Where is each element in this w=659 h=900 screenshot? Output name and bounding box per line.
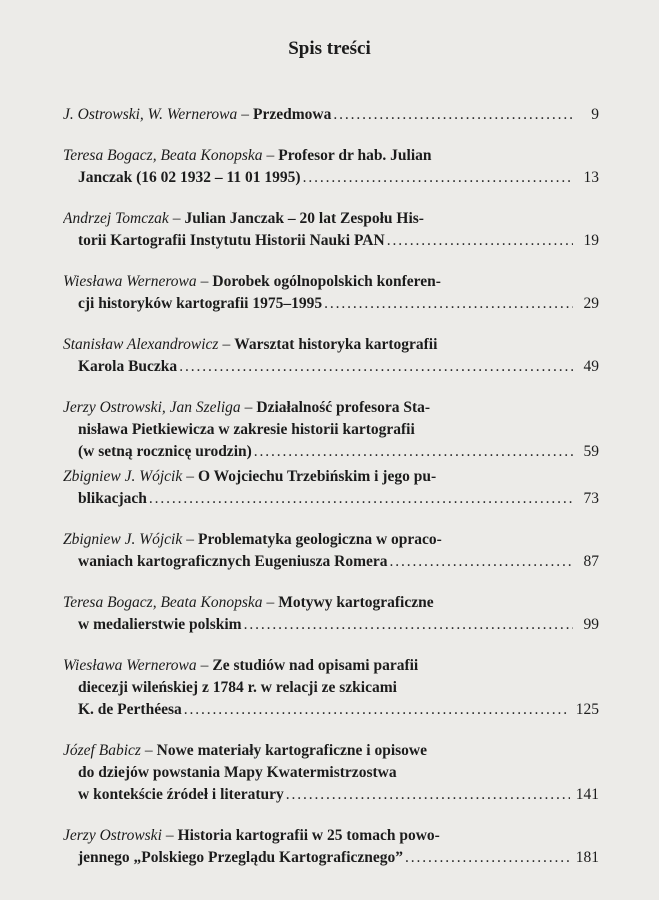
toc-separator-dash: – bbox=[266, 147, 275, 164]
toc-title-text: K. de Perthéesa bbox=[78, 701, 182, 718]
toc-dot-leader bbox=[405, 847, 570, 869]
toc-entry[interactable] bbox=[63, 397, 599, 463]
toc-title-text: w medalierstwie polskim bbox=[78, 616, 242, 633]
toc-entry-continuation-line bbox=[63, 784, 599, 806]
toc-entry-first-line bbox=[63, 655, 599, 677]
toc-dot-leader bbox=[286, 784, 570, 806]
toc-entry-first-line bbox=[63, 145, 599, 167]
toc-page-number: 13 bbox=[583, 169, 599, 186]
toc-entry[interactable] bbox=[63, 466, 599, 510]
toc-separator-dash: – bbox=[172, 210, 181, 227]
toc-entry-first-line bbox=[63, 104, 599, 126]
toc-author: Jerzy Ostrowski bbox=[63, 827, 162, 844]
toc-entry-continuation-line bbox=[63, 167, 599, 189]
toc-entry-first-line bbox=[63, 271, 599, 293]
toc-separator-dash: – bbox=[222, 336, 231, 353]
table-of-contents bbox=[63, 104, 599, 869]
toc-page-number: 49 bbox=[583, 358, 599, 375]
toc-title-text: Działalność profesora Sta- bbox=[256, 399, 431, 416]
toc-separator-dash: – bbox=[144, 742, 153, 759]
toc-title-text: Warsztat historyka kartografii bbox=[234, 336, 438, 353]
toc-separator-dash: – bbox=[165, 827, 174, 844]
toc-title-text: nisława Pietkiewicza w zakresie historii kartografii bbox=[78, 421, 415, 438]
toc-entry-continuation-line bbox=[63, 614, 599, 636]
toc-author: Wiesława Wernerowa bbox=[63, 657, 197, 674]
toc-dot-leader bbox=[179, 356, 573, 378]
toc-page-number: 9 bbox=[591, 106, 599, 123]
toc-author: Jerzy Ostrowski, Jan Szeliga bbox=[63, 399, 241, 416]
toc-entry[interactable] bbox=[63, 104, 599, 126]
toc-title-text: jennego „Polskiego Przeglądu Kartograficznego” bbox=[78, 849, 404, 866]
toc-title-text: cji historyków kartografii 1975–1995 bbox=[78, 295, 323, 312]
toc-entry-first-line bbox=[63, 825, 599, 847]
toc-entry-continuation-line bbox=[63, 230, 599, 252]
toc-title-text: diecezji wileńskiej z 1784 r. w relacji ze szkicami bbox=[78, 679, 397, 696]
toc-separator-dash: – bbox=[200, 273, 209, 290]
toc-entry-first-line bbox=[63, 740, 599, 762]
toc-entry[interactable] bbox=[63, 655, 599, 721]
toc-author: Józef Babicz bbox=[63, 742, 141, 759]
toc-entry-first-line bbox=[63, 397, 599, 419]
toc-title-text: waniach kartograficznych Eugeniusza Romera bbox=[78, 553, 388, 570]
toc-dot-leader bbox=[387, 230, 573, 252]
toc-title-text: Historia kartografii w 25 tomach powo- bbox=[177, 827, 440, 844]
toc-entry[interactable] bbox=[63, 592, 599, 636]
toc-entry-first-line bbox=[63, 208, 599, 230]
toc-entry-continuation-line bbox=[63, 441, 599, 463]
toc-author: Teresa Bogacz, Beata Konopska bbox=[63, 594, 263, 611]
toc-separator-dash: – bbox=[244, 399, 253, 416]
toc-author: Teresa Bogacz, Beata Konopska bbox=[63, 147, 263, 164]
toc-entry[interactable] bbox=[63, 334, 599, 378]
toc-author: Zbigniew J. Wójcik bbox=[63, 468, 183, 485]
toc-entry[interactable] bbox=[63, 271, 599, 315]
toc-separator-dash: – bbox=[200, 657, 209, 674]
toc-dot-leader bbox=[303, 167, 573, 189]
toc-entry-continuation-line bbox=[63, 699, 599, 721]
toc-author: Zbigniew J. Wójcik bbox=[63, 531, 183, 548]
toc-title-text: Przedmowa bbox=[253, 106, 332, 123]
toc-entry-first-line bbox=[63, 466, 599, 488]
toc-dot-leader bbox=[324, 293, 573, 315]
toc-separator-dash: – bbox=[186, 531, 194, 548]
toc-title-text: Nowe materiały kartograficzne i opisowe bbox=[156, 742, 427, 759]
toc-title-text: O Wojciechu Trzebińskim i jego pu- bbox=[198, 468, 437, 485]
toc-entry-first-line bbox=[63, 334, 599, 356]
toc-separator-dash: – bbox=[186, 468, 194, 485]
toc-title-text: Motywy kartograficzne bbox=[278, 594, 434, 611]
toc-title-text: Ze studiów nad opisami parafii bbox=[212, 657, 419, 674]
toc-title-text: w kontekście źródeł i literatury bbox=[78, 786, 284, 803]
toc-dot-leader bbox=[184, 699, 570, 721]
toc-entry[interactable] bbox=[63, 740, 599, 806]
toc-entry[interactable] bbox=[63, 145, 599, 189]
toc-title-text: Karola Buczka bbox=[78, 358, 178, 375]
toc-page-number: 99 bbox=[583, 616, 599, 633]
toc-entry-continuation-line bbox=[63, 488, 599, 510]
toc-title-text: Problematyka geologiczna w opraco- bbox=[198, 531, 442, 548]
toc-title-text: Dorobek ogólnopolskich konferen- bbox=[212, 273, 441, 290]
toc-page-number: 181 bbox=[575, 849, 599, 866]
toc-page-number: 19 bbox=[583, 232, 599, 249]
toc-author: J. Ostrowski, W. Wernerowa bbox=[63, 106, 238, 123]
toc-entry[interactable] bbox=[63, 529, 599, 573]
toc-page-number: 73 bbox=[583, 490, 599, 507]
toc-separator-dash: – bbox=[241, 106, 249, 123]
toc-dot-leader bbox=[333, 104, 573, 126]
toc-entry-continuation-line bbox=[63, 762, 599, 784]
toc-page-number: 87 bbox=[583, 553, 599, 570]
toc-entry[interactable] bbox=[63, 208, 599, 252]
toc-title-text: blikacjach bbox=[78, 490, 147, 507]
toc-entry-continuation-line bbox=[63, 677, 599, 699]
toc-dot-leader bbox=[244, 614, 573, 636]
toc-page-number: 125 bbox=[575, 701, 599, 718]
toc-entry[interactable] bbox=[63, 825, 599, 869]
toc-title-text: do dziejów powstania Mapy Kwatermistrzostwa bbox=[78, 764, 397, 781]
toc-entry-continuation-line bbox=[63, 419, 599, 441]
toc-entry-continuation-line bbox=[63, 293, 599, 315]
page-title: Spis treści bbox=[288, 38, 371, 59]
toc-dot-leader bbox=[254, 441, 573, 463]
toc-author: Stanisław Alexandrowicz bbox=[63, 336, 219, 353]
toc-dot-leader bbox=[149, 488, 573, 510]
toc-title-text: torii Kartografii Instytutu Historii Nauki PAN bbox=[78, 232, 385, 249]
toc-separator-dash: – bbox=[266, 594, 275, 611]
toc-title-text: Julian Janczak – 20 lat Zespołu His- bbox=[184, 210, 424, 227]
toc-page-number: 141 bbox=[575, 786, 599, 803]
toc-title-text: Profesor dr hab. Julian bbox=[278, 147, 432, 164]
toc-page-number: 29 bbox=[583, 295, 599, 312]
toc-title-text: (w setną rocznicę urodzin) bbox=[78, 443, 252, 460]
toc-entry-first-line bbox=[63, 529, 599, 551]
toc-author: Wiesława Wernerowa bbox=[63, 273, 197, 290]
toc-entry-continuation-line bbox=[63, 356, 599, 378]
toc-entry-continuation-line bbox=[63, 847, 599, 869]
toc-title-text: Janczak (16 02 1932 – 11 01 1995) bbox=[78, 169, 301, 186]
toc-dot-leader bbox=[390, 551, 573, 573]
toc-entry-continuation-line bbox=[63, 551, 599, 573]
toc-entry-first-line bbox=[63, 592, 599, 614]
toc-page-number: 59 bbox=[583, 443, 599, 460]
toc-author: Andrzej Tomczak bbox=[63, 210, 169, 227]
